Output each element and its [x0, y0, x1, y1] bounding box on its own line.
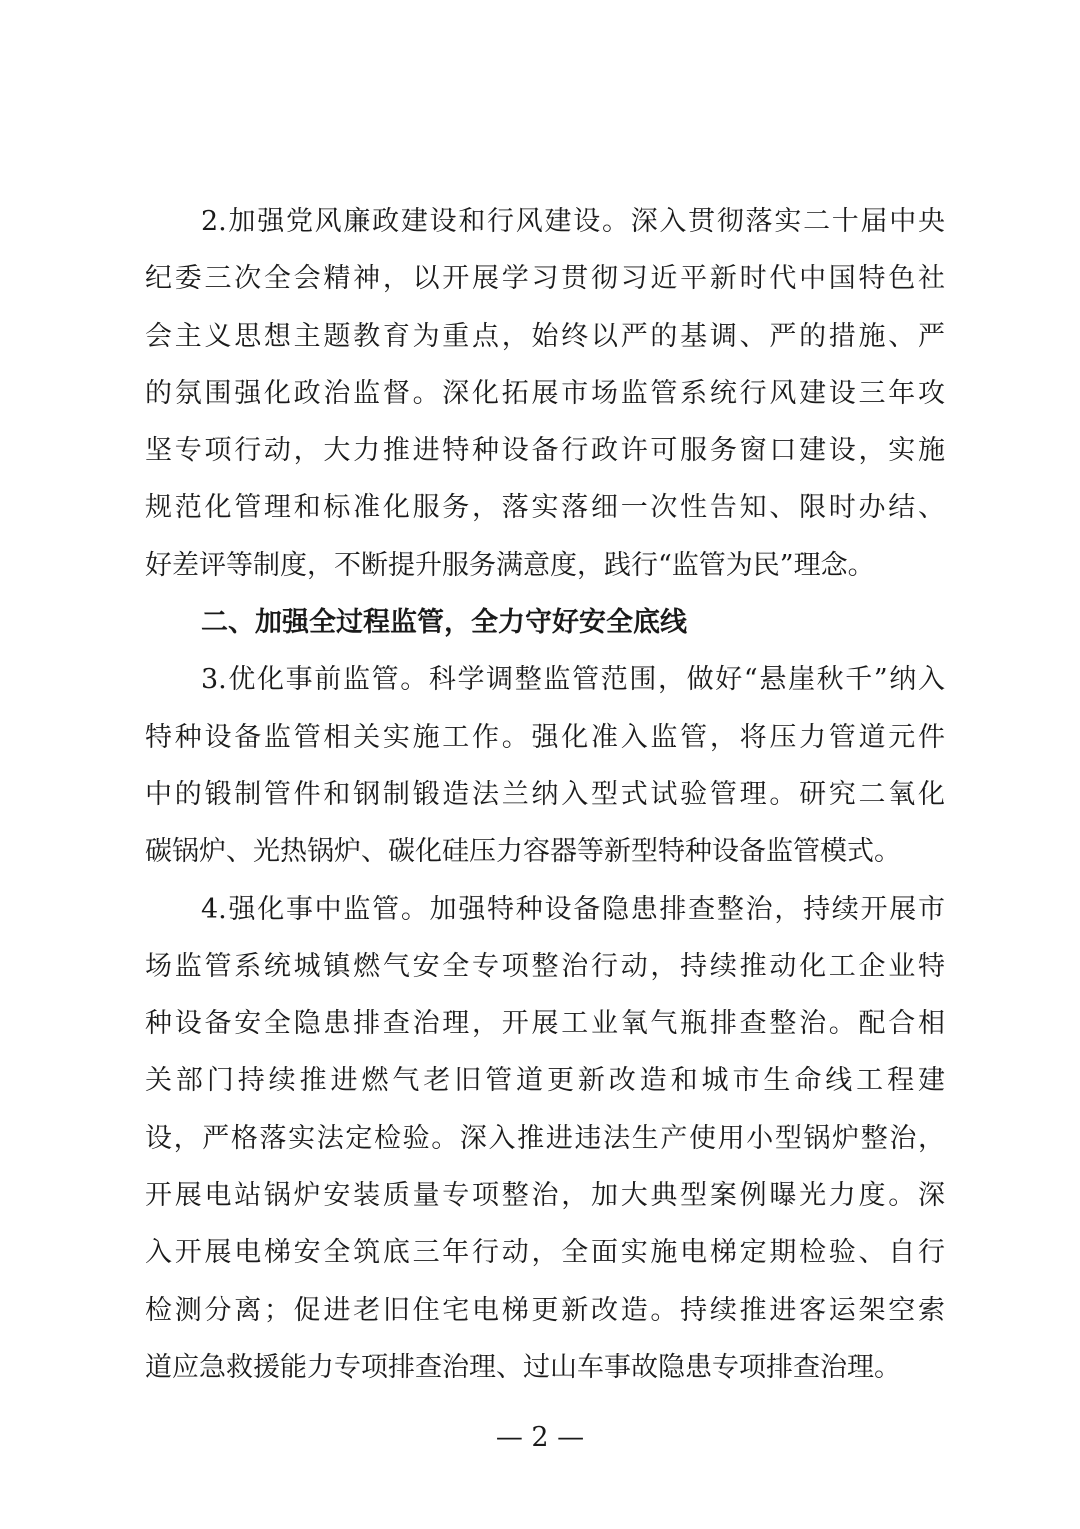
paragraph-line: 检测分离；促进老旧住宅电梯更新改造。持续推进客运架空索 [145, 1294, 945, 1326]
paragraph-line: 4.强化事中监管。加强特种设备隐患排查整治，持续开展市 [201, 893, 945, 925]
paragraph-line: 场监管系统城镇燃气安全专项整治行动，持续推动化工企业特 [145, 950, 945, 982]
section-heading: 二、加强全过程监管，全力守好安全底线 [201, 607, 687, 639]
paragraph-line: 好差评等制度，不断提升服务满意度，践行“监管为民”理念。 [145, 549, 875, 581]
paragraph-line: 的氛围强化政治监督。深化拓展市场监管系统行风建设三年攻 [145, 377, 945, 409]
paragraph-line: 纪委三次全会精神，以开展学习贯彻习近平新时代中国特色社 [145, 263, 945, 295]
paragraph-line: 3.优化事前监管。科学调整监管范围，做好“悬崖秋千”纳入 [201, 664, 945, 696]
paragraph-line: 关部门持续推进燃气老旧管道更新改造和城市生命线工程建 [145, 1065, 945, 1097]
paragraph-line: 坚专项行动，大力推进特种设备行政许可服务窗口建设，实施 [145, 435, 945, 467]
paragraph-line: 种设备安全隐患排查治理，开展工业氧气瓶排查整治。配合相 [145, 1008, 945, 1040]
page-number: — 2 — [495, 1422, 585, 1453]
paragraph-line: 道应急救援能力专项排查治理、过山车事故隐患专项排查治理。 [145, 1351, 901, 1383]
paragraph-line: 会主义思想主题教育为重点，始终以严的基调、严的措施、严 [145, 320, 945, 352]
paragraph-line: 碳锅炉、光热锅炉、碳化硅压力容器等新型特种设备监管模式。 [145, 836, 901, 868]
paragraph-line: 设，严格落实法定检验。深入推进违法生产使用小型锅炉整治， [145, 1122, 945, 1154]
document-body [145, 193, 945, 1396]
paragraph-line: 2.加强党风廉政建设和行风建设。深入贯彻落实二十届中央 [201, 206, 945, 237]
paragraph-line: 规范化管理和标准化服务，落实落细一次性告知、限时办结、 [145, 492, 945, 524]
paragraph-line: 入开展电梯安全筑底三年行动，全面实施电梯定期检验、自行 [145, 1237, 945, 1269]
paragraph-line: 特种设备监管相关实施工作。强化准入监管，将压力管道元件 [145, 721, 945, 753]
paragraph-line: 中的锻制管件和钢制锻造法兰纳入型式试验管理。研究二氧化 [145, 778, 945, 810]
paragraph-line: 开展电站锅炉安装质量专项整治，加大典型案例曝光力度。深 [145, 1180, 945, 1212]
